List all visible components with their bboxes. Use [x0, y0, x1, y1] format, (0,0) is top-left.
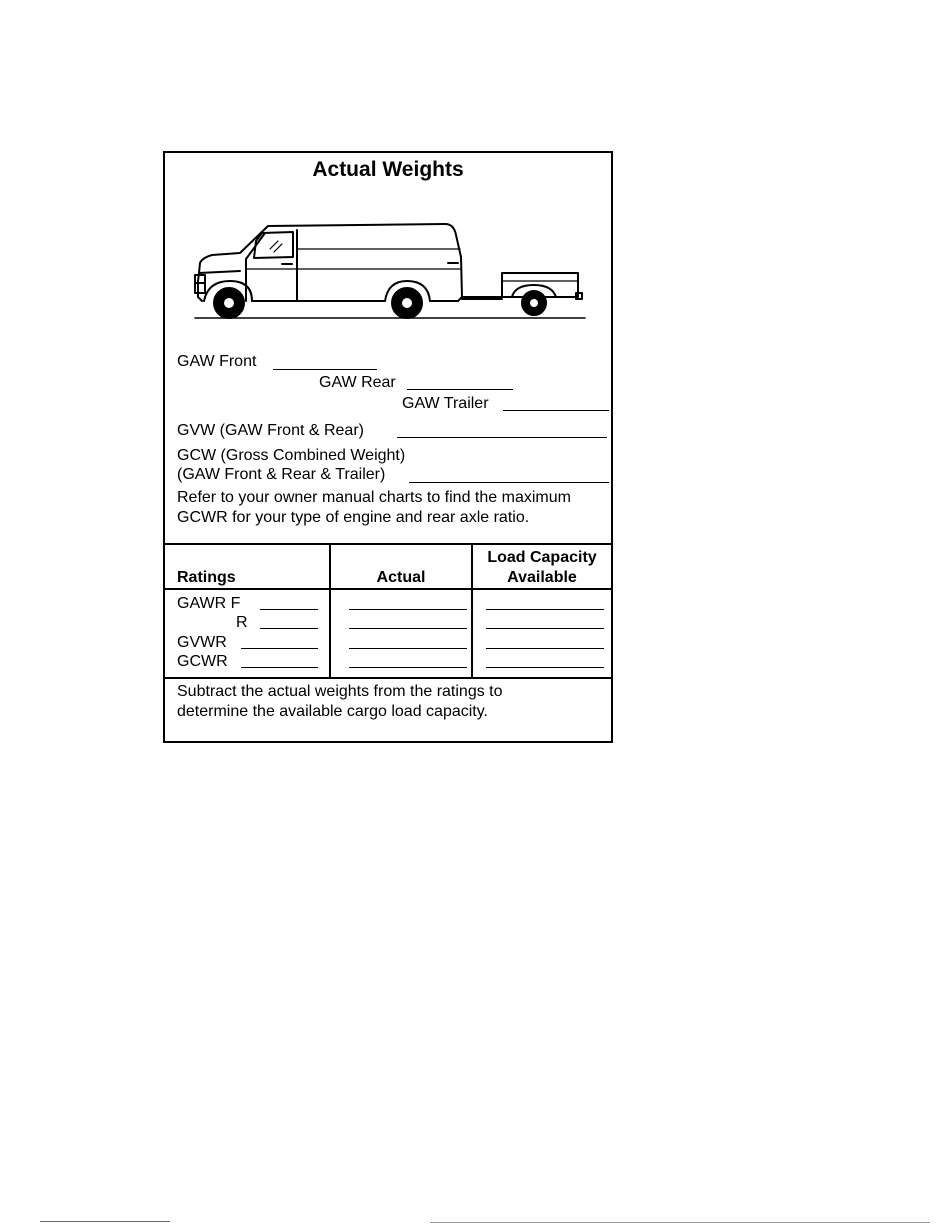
- gaw-trailer-label: GAW Trailer: [402, 395, 489, 412]
- row-gawr-f-rating-line: [260, 609, 318, 610]
- gaw-rear-label: GAW Rear: [319, 374, 396, 391]
- row-gawr-f-capacity-line: [486, 609, 604, 610]
- footer-line1: Subtract the actual weights from the ratings to: [177, 683, 503, 700]
- row-gcwr-actual-line: [349, 667, 467, 668]
- load-capacity-header-line2: Available: [507, 569, 577, 586]
- gaw-front-label: GAW Front: [177, 353, 257, 370]
- row-label-gvwr: GVWR: [177, 634, 227, 651]
- actual-weights-form: [163, 151, 613, 743]
- table-top-divider: [165, 543, 611, 545]
- row-gawr-f-actual-line: [349, 609, 467, 610]
- gvw-line: [397, 437, 607, 438]
- row-label-gawr-r: R: [236, 614, 248, 631]
- row-gawr-r-rating-line: [260, 628, 318, 629]
- table-bottom-divider: [165, 677, 611, 679]
- gcw-label-line1: GCW (Gross Combined Weight): [177, 447, 406, 464]
- row-gvwr-rating-line: [241, 648, 318, 649]
- row-gvwr-capacity-line: [486, 648, 604, 649]
- gcw-line: [409, 482, 609, 483]
- gaw-front-line: [273, 369, 377, 370]
- ratings-header: Ratings: [177, 569, 236, 586]
- gaw-rear-line: [407, 389, 513, 390]
- table-divider-1: [329, 543, 331, 677]
- scan-artifact-right: [430, 1222, 930, 1223]
- row-gvwr-actual-line: [349, 648, 467, 649]
- row-gawr-r-actual-line: [349, 628, 467, 629]
- row-gcwr-capacity-line: [486, 667, 604, 668]
- note-line2: GCWR for your type of engine and rear axle ratio.: [177, 509, 530, 526]
- table-header-divider: [165, 588, 611, 590]
- gvw-label: GVW (GAW Front & Rear): [177, 422, 364, 439]
- gaw-trailer-line: [503, 410, 609, 411]
- gcw-label-line2: (GAW Front & Rear & Trailer): [177, 466, 386, 483]
- form-title: Actual Weights: [312, 158, 464, 181]
- note-line1: Refer to your owner manual charts to find the maximum: [177, 489, 571, 506]
- actual-header: Actual: [376, 569, 426, 586]
- footer-line2: determine the available cargo load capacity.: [177, 703, 488, 720]
- row-gawr-r-capacity-line: [486, 628, 604, 629]
- row-label-gcwr: GCWR: [177, 653, 228, 670]
- row-label-gawr-f: GAWR F: [177, 595, 241, 612]
- van-with-trailer-icon: [190, 219, 590, 323]
- row-gcwr-rating-line: [241, 667, 318, 668]
- load-capacity-header-line1: Load Capacity: [487, 549, 597, 566]
- scan-artifact-left: [40, 1221, 170, 1222]
